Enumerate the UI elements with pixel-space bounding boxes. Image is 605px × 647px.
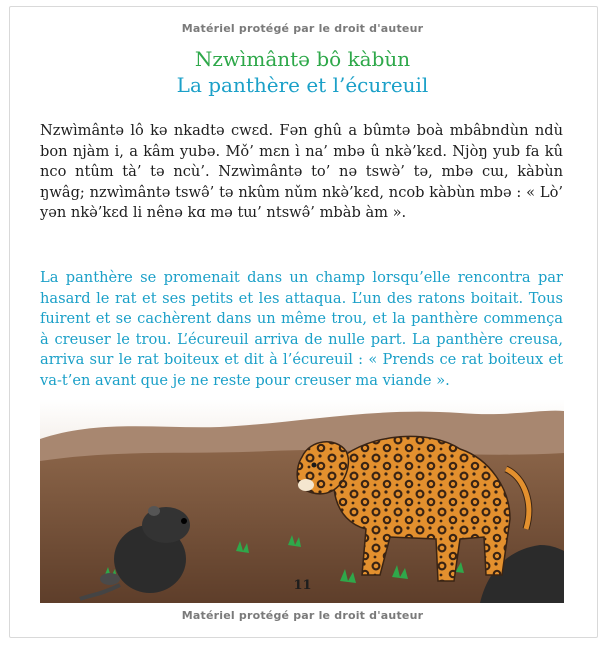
story-illustration	[40, 399, 564, 603]
paragraph-french: La panthère se promenait dans un champ lorsqu’elle rencontra par hasard le rat et ses petits et les attaqua. L’un des ratons boitait. Tous fuirent et se cachèrent dans un même trou, et la panthère commença à creuser le trou. L’écureuil arriva de nulle part. La panthère creusa, arriva sur le rat boiteux et dit à l’écureuil : « Prends ce rat boiteux et va-t’en avant que je ne reste pour creuser ma viande ».	[40, 269, 563, 389]
title-french: La panthère et l’écureuil	[176, 73, 429, 97]
paragraph-native: Nzwìmântə lô kə nkadtə cwɛd. Fən ghû a bûmtə boà mbâbndùn ndù bon njàm i, a kâm yubə. Mǒ’ mɛn ì na’ mbə û nkə̀’kɛd. Njòŋ yub fa kû nco ntûm tà’ tə ncù’. Nzwìmântə to’ nə tswə̀’ tə, mbə cɯ, kàbùn ŋwâg; nzwìmântə tswə̂’ tə nkûm nǔm nkə̀’kɛd, ncob kàbùn mbə : « Lò’ yən nkə̀’kɛd li nênə kɑ mə tɯ’ ntswə̂’ mbàb àm ».	[40, 122, 563, 221]
copyright-notice-bottom: Matériel protégé par le droit d'auteur	[181, 609, 424, 622]
copyright-notice-top: Matériel protégé par le droit d'auteur	[181, 22, 424, 35]
title-native: Nzwìmântə bô kàbùn	[194, 47, 411, 71]
page-number: 11	[293, 578, 312, 593]
